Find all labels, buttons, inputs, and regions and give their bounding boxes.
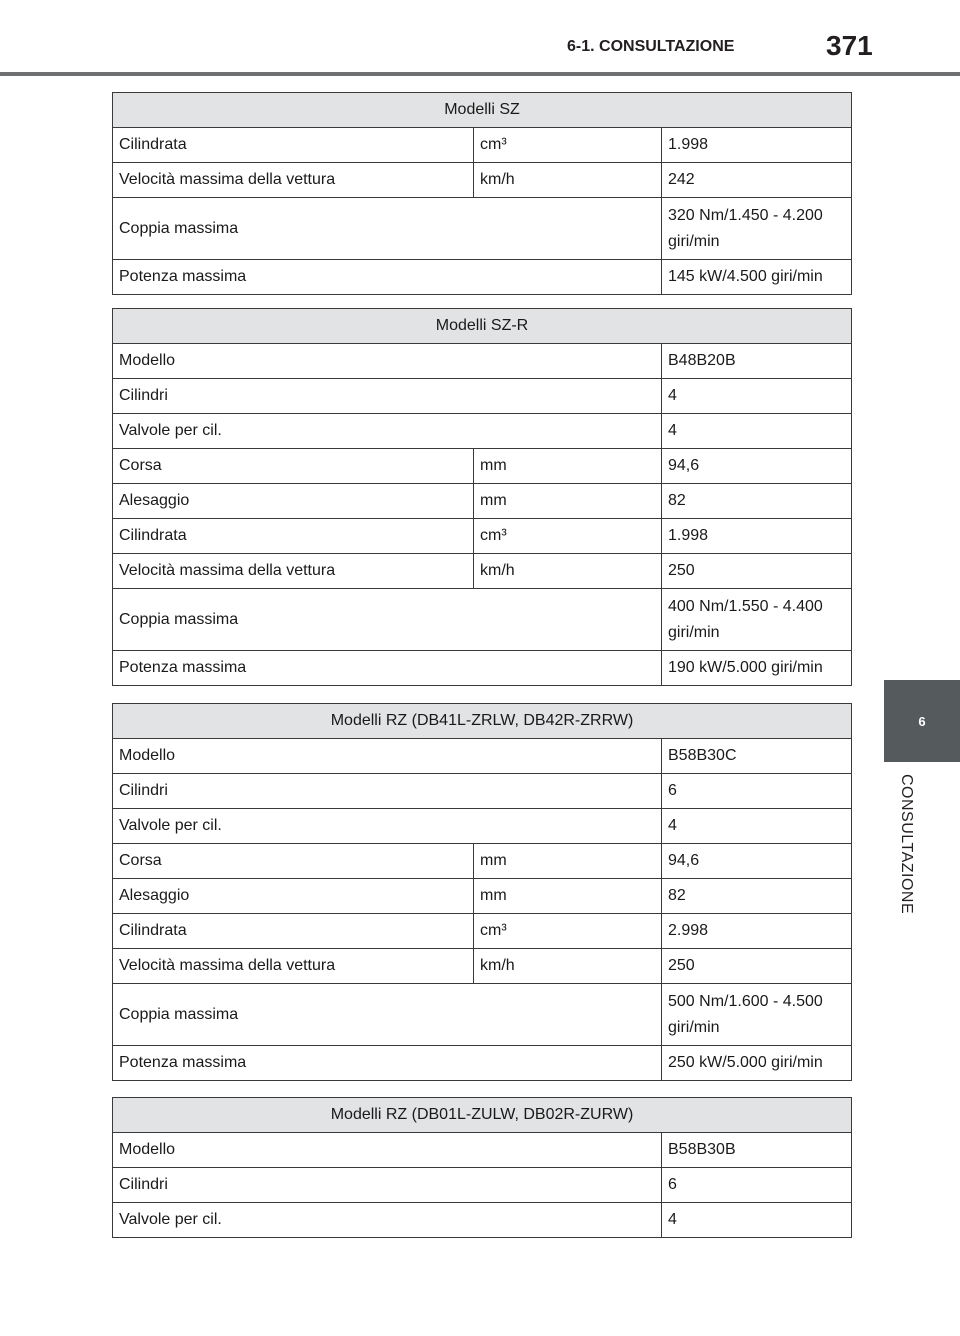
row-unit: km/h bbox=[474, 554, 662, 589]
row-unit: cm³ bbox=[474, 519, 662, 554]
row-unit: cm³ bbox=[474, 914, 662, 949]
section-title: 6-1. CONSULTAZIONE bbox=[567, 38, 735, 55]
chapter-tab[interactable] bbox=[884, 680, 960, 762]
chapter-label: CONSULTAZIONE bbox=[898, 774, 915, 915]
table-row bbox=[113, 739, 852, 774]
table-row bbox=[113, 1133, 852, 1168]
row-value: 1.998 bbox=[662, 128, 852, 163]
row-label: Cilindri bbox=[113, 379, 662, 414]
row-value: 82 bbox=[662, 879, 852, 914]
spec-table-sz bbox=[112, 92, 852, 295]
page-number: 371 bbox=[826, 30, 873, 61]
row-unit: km/h bbox=[474, 163, 662, 198]
table-row bbox=[113, 949, 852, 984]
row-value: 320 Nm/1.450 - 4.200 giri/min bbox=[662, 198, 852, 260]
row-label: Alesaggio bbox=[113, 879, 474, 914]
row-label: Cilindri bbox=[113, 774, 662, 809]
row-value: 500 Nm/1.600 - 4.500 giri/min bbox=[662, 984, 852, 1046]
row-value: 82 bbox=[662, 484, 852, 519]
table-row bbox=[113, 589, 852, 651]
row-label: Cilindrata bbox=[113, 128, 474, 163]
spec-table-sz-r bbox=[112, 308, 852, 686]
row-unit: cm³ bbox=[474, 128, 662, 163]
row-label: Alesaggio bbox=[113, 484, 474, 519]
row-value: 4 bbox=[662, 414, 852, 449]
row-value: 2.998 bbox=[662, 914, 852, 949]
table-row bbox=[113, 484, 852, 519]
row-value: 145 kW/4.500 giri/min bbox=[662, 260, 852, 295]
row-label: Cilindrata bbox=[113, 519, 474, 554]
row-value: 4 bbox=[662, 809, 852, 844]
table-row bbox=[113, 1046, 852, 1081]
spec-table-rz-db01 bbox=[112, 1097, 852, 1238]
row-unit: mm bbox=[474, 449, 662, 484]
table-row bbox=[113, 774, 852, 809]
row-label: Potenza massima bbox=[113, 651, 662, 686]
row-label: Velocità massima della vettura bbox=[113, 163, 474, 198]
table-row bbox=[113, 809, 852, 844]
row-value: 400 Nm/1.550 - 4.400 giri/min bbox=[662, 589, 852, 651]
row-label: Coppia massima bbox=[113, 984, 662, 1046]
table-row bbox=[113, 844, 852, 879]
table-title: Modelli SZ bbox=[113, 93, 852, 128]
row-label: Valvole per cil. bbox=[113, 1203, 662, 1238]
row-value: 242 bbox=[662, 163, 852, 198]
header-divider bbox=[0, 72, 960, 76]
row-value: 250 bbox=[662, 949, 852, 984]
row-value: 250 kW/5.000 giri/min bbox=[662, 1046, 852, 1081]
table-row bbox=[113, 1168, 852, 1203]
row-unit: mm bbox=[474, 844, 662, 879]
table-row bbox=[113, 414, 852, 449]
row-label: Potenza massima bbox=[113, 260, 662, 295]
row-label: Valvole per cil. bbox=[113, 809, 662, 844]
table-row bbox=[113, 914, 852, 949]
row-label: Velocità massima della vettura bbox=[113, 554, 474, 589]
row-value: 190 kW/5.000 giri/min bbox=[662, 651, 852, 686]
table-row bbox=[113, 260, 852, 295]
row-label: Cilindrata bbox=[113, 914, 474, 949]
row-value: 6 bbox=[662, 774, 852, 809]
row-label: Potenza massima bbox=[113, 1046, 662, 1081]
table-row bbox=[113, 198, 852, 260]
row-label: Corsa bbox=[113, 449, 474, 484]
table-title: Modelli RZ (DB01L-ZULW, DB02R-ZURW) bbox=[113, 1098, 852, 1133]
row-value: 4 bbox=[662, 1203, 852, 1238]
table-row bbox=[113, 554, 852, 589]
row-value: 4 bbox=[662, 379, 852, 414]
row-unit: km/h bbox=[474, 949, 662, 984]
row-label: Coppia massima bbox=[113, 198, 662, 260]
row-value: B58B30C bbox=[662, 739, 852, 774]
table-row bbox=[113, 128, 852, 163]
row-value: B58B30B bbox=[662, 1133, 852, 1168]
table-row bbox=[113, 984, 852, 1046]
table-title: Modelli RZ (DB41L-ZRLW, DB42R-ZRRW) bbox=[113, 704, 852, 739]
table-row bbox=[113, 344, 852, 379]
row-label: Modello bbox=[113, 739, 662, 774]
spec-table-rz-db41 bbox=[112, 703, 852, 1081]
row-label: Coppia massima bbox=[113, 589, 662, 651]
row-value: 6 bbox=[662, 1168, 852, 1203]
row-label: Cilindri bbox=[113, 1168, 662, 1203]
table-row bbox=[113, 519, 852, 554]
row-value: 94,6 bbox=[662, 449, 852, 484]
chapter-number: 6 bbox=[918, 713, 926, 729]
table-row bbox=[113, 879, 852, 914]
table-title: Modelli SZ-R bbox=[113, 309, 852, 344]
table-row bbox=[113, 163, 852, 198]
row-value: B48B20B bbox=[662, 344, 852, 379]
row-unit: mm bbox=[474, 484, 662, 519]
table-row bbox=[113, 1203, 852, 1238]
row-value: 250 bbox=[662, 554, 852, 589]
row-value: 1.998 bbox=[662, 519, 852, 554]
table-row bbox=[113, 449, 852, 484]
table-row bbox=[113, 651, 852, 686]
row-value: 94,6 bbox=[662, 844, 852, 879]
table-row bbox=[113, 379, 852, 414]
row-label: Velocità massima della vettura bbox=[113, 949, 474, 984]
row-label: Corsa bbox=[113, 844, 474, 879]
row-label: Modello bbox=[113, 344, 662, 379]
row-label: Valvole per cil. bbox=[113, 414, 662, 449]
row-label: Modello bbox=[113, 1133, 662, 1168]
row-unit: mm bbox=[474, 879, 662, 914]
